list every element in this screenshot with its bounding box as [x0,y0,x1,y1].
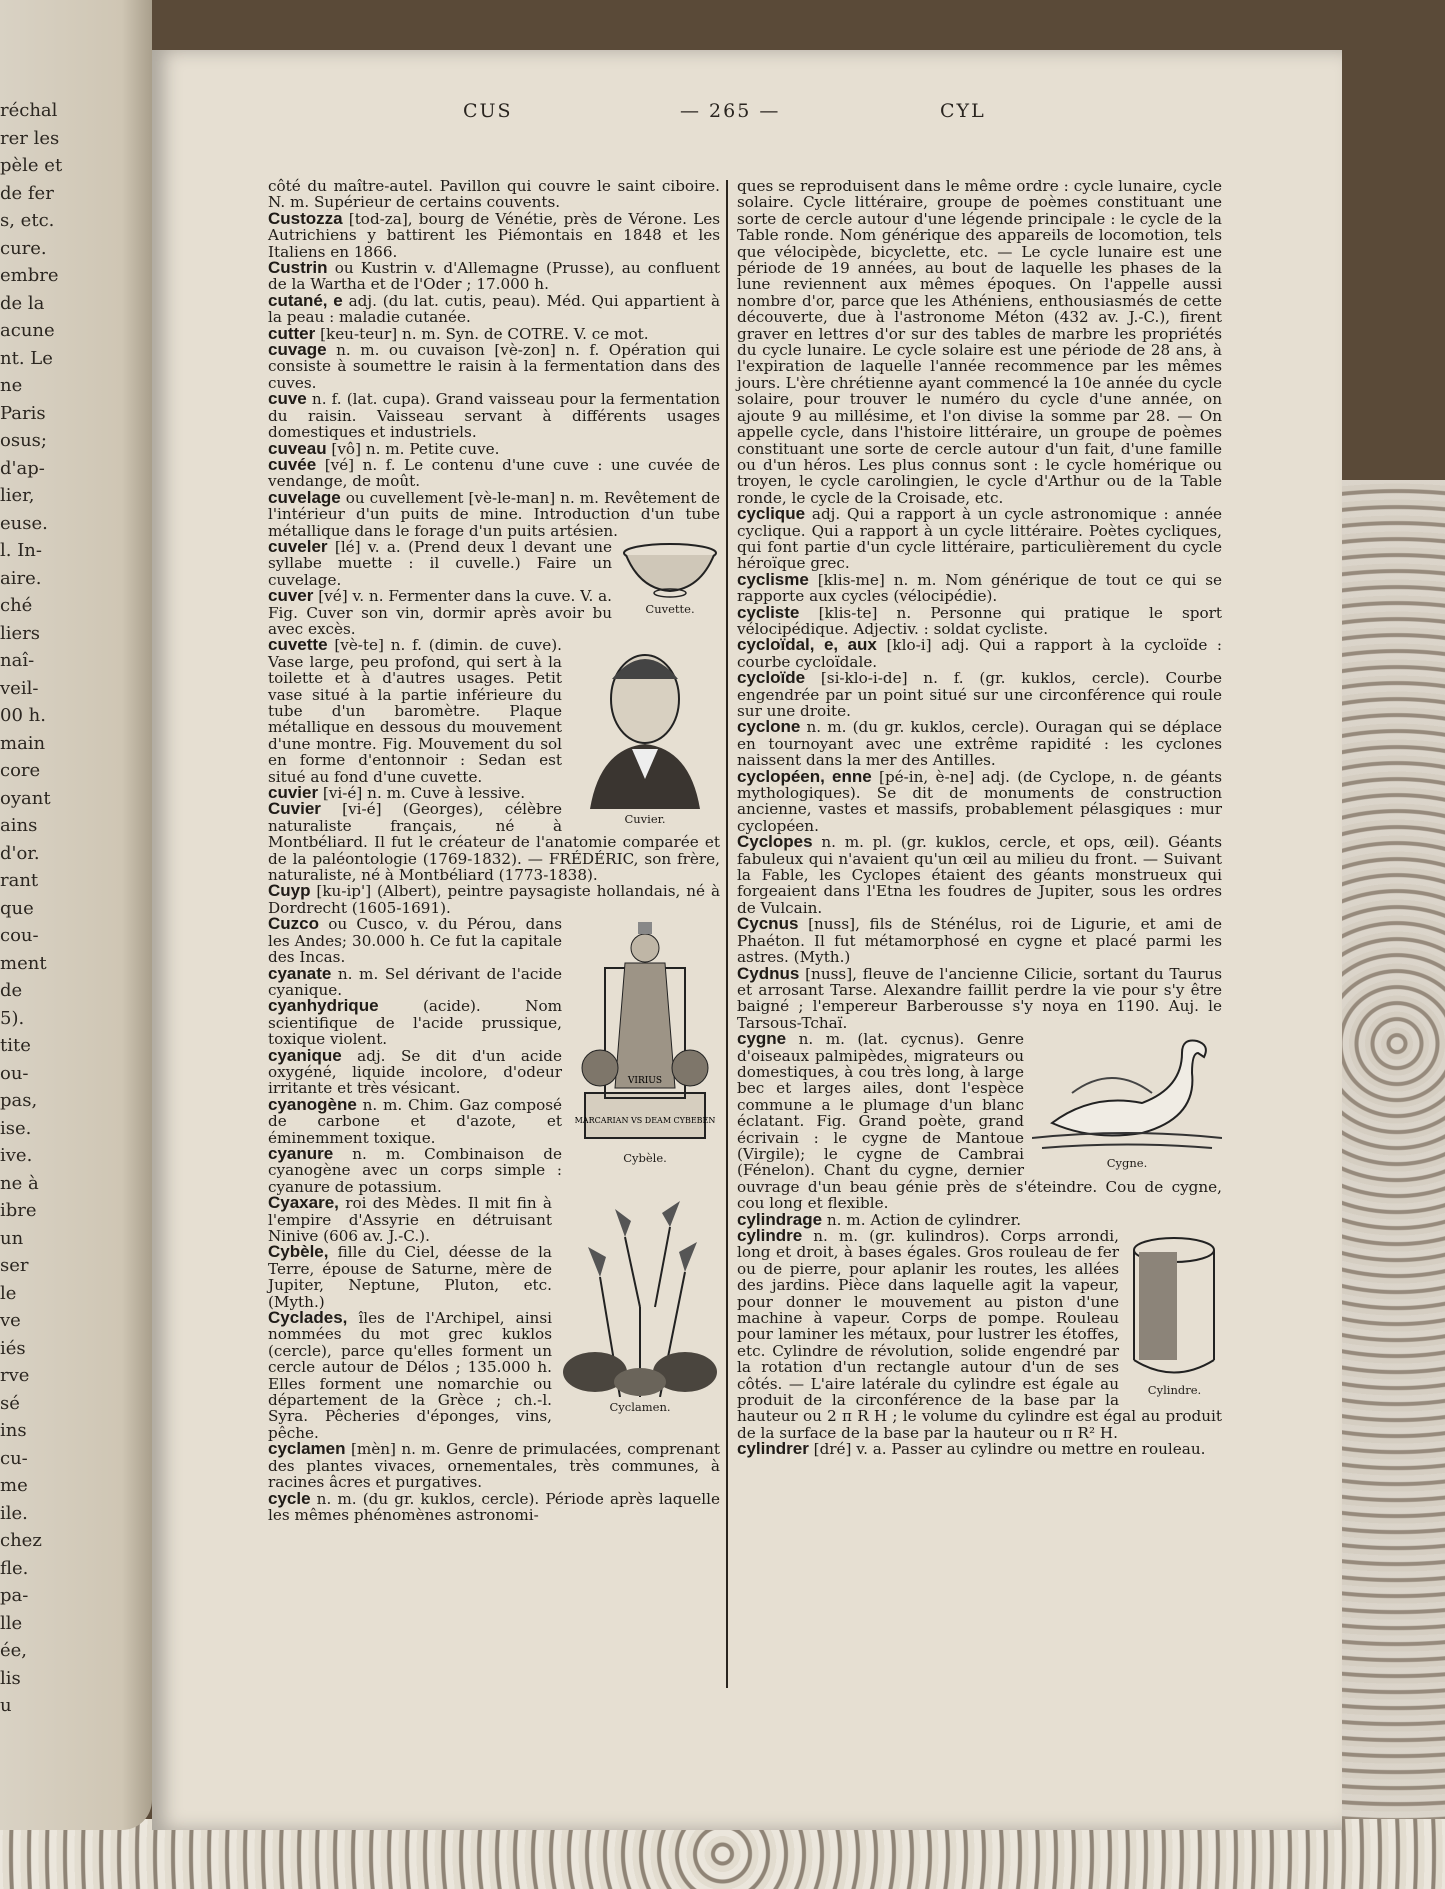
entry-headword: cyclone [737,717,801,737]
entry-headword: Cuvier [268,799,321,819]
dictionary-entry [737,569,1222,606]
left-page-fragment: osus; [0,430,47,451]
entry-definition: n. m. Action de cylindrer. [826,1210,1022,1229]
entry-headword: cutané, e [268,290,343,310]
left-page-fragment: ins [0,1420,27,1441]
left-page-fragment: tite [0,1035,31,1056]
left-page-fragment: me [0,1475,28,1496]
entry-definition: [pé-in, è-ne] adj. (de Cyclope, n. de géants mythologiques). Se dit de monuments de construction ancienne, vastes et massifs, probablement pélasgiques : mur cyclopéen. [737,767,1222,835]
left-page-fragment: cu- [0,1447,28,1469]
header-right-guideword: CYL [940,100,986,122]
entry-definition: n. m. Combinaison de cyanogène avec un corps simple : cyanure de potassium. [268,1144,562,1196]
entry-definition: [vé] n. f. Le contenu d'une cuve : une cuvée de vendange, de moût. [268,455,721,491]
left-page-fragment: sé [0,1392,20,1414]
entry-headword: Cyaxare, [268,1193,339,1213]
left-page-fragment: de la [0,292,45,314]
entry-headword: cyclamen [268,1439,346,1459]
left-page-fragment: ment [0,952,47,974]
left-page-fragment: d'ap- [0,457,45,479]
left-page-fragment: aire. [0,567,42,589]
left-page-fragment: le [0,1282,17,1304]
dictionary-entry [268,342,720,391]
left-page-fragment: 00 h. [0,705,46,726]
left-page-fragment: ché [0,595,33,616]
entry-definition: ou Kustrin v. d'Allemagne (Prusse), au confluent de la Wartha et de l'Oder ; 17.000 h. [268,259,720,294]
dictionary-entry [268,208,720,261]
entry-definition: n. m. pl. (gr. kuklos, cercle, et ops, œil). Géants fabuleux qui n'avaient qu'un œil au milieu du front. — Suivant la Fable, les Cyclopes étaient des géants monstrueux qui forgeaient dans l'Etna les foudres de Jupiter, sous les ordres de Vulcain. [737,833,1223,917]
lace-doily-right [1325,480,1445,1889]
figure-caption: Cuvier. [624,812,666,827]
dictionary-entry [268,1441,720,1490]
figure-cuvette [620,541,720,617]
figure-cuvier [570,639,720,827]
page-number: — 265 — [680,100,781,122]
dictionary-entry [268,290,720,327]
left-page-fragment: fle. [0,1557,29,1579]
dictionary-entry [737,637,1222,670]
entry-definition: n. m. Sel dérivant de l'acide cyanique. [268,964,562,999]
cylindre-illustration [1127,1230,1222,1380]
entry-definition: ou Cusco, v. du Pérou, dans les Andes; 30.000 h. Ce fut la capitale des Incas. [268,915,562,967]
entry-definition: [dré] v. a. Passer au cylindre ou mettre en rouleau. [813,1440,1206,1459]
dictionary-entry [737,1441,1222,1457]
figure-inscription: MARCARIAN VS DEAM CYBEBEN [574,1116,716,1126]
left-page-fragment: ou- [0,1062,29,1084]
entry-definition: [lé] v. a. (Prend deux l devant une syllabe muette : il cuvelle.) Faire un cuvelage. [268,537,612,589]
figure-cygne [1032,1033,1222,1171]
left-page-fragment: acune [0,320,55,341]
left-page-fragment: u [0,1695,12,1716]
entry-definition: [tod-za], bourg de Vénétie, près de Vérone. Les Autrichiens y battirent les Piémontais en 1848 et les Italiens en 1866. [268,209,720,261]
figure-inscription: VIRIUS [627,1076,663,1087]
entry-definition: adj. Se dit d'un acide oxygéné, liquide incolore, d'odeur irritante et très vésicant. [268,1046,562,1098]
left-page-fragment: nt. Le [0,347,53,369]
left-page-fragment: cou- [0,925,39,946]
entry-headword: Cyclades, [268,1308,348,1328]
entry-definition: [vé] v. n. Fermenter dans la cuve. V. a. Fig. Cuver son vin, dormir après avoir bu avec excès. [268,587,612,638]
header-left-guideword: CUS [463,100,513,122]
entry-definition: adj. (du lat. cutis, peau). Méd. Qui appartient à la peau : maladie cutanée. [268,291,720,327]
entry-headword: cuvette [268,635,328,655]
right-column [737,178,1222,1458]
entry-headword: cuveler [268,536,328,556]
entry-headword: cuvelage [268,487,341,507]
entry-definition: ou cuvellement [vè-le-man] n. m. Revêtement de l'intérieur d'un puits de mine. Introduction d'un tube métallique dans le forage d'un puits artésien. [268,488,720,540]
entry-headword: Custozza [268,208,343,228]
entry-definition: [klis-me] n. m. Nom générique de tout ce qui se rapporte aux cycles (vélocipédie). [737,570,1222,606]
figure-caption: Cygne. [1106,1156,1148,1171]
figure-caption: Cylindre. [1147,1383,1202,1397]
left-page-fragment: Paris [0,402,46,424]
dictionary-entry [737,506,1222,572]
left-page-fragment: rant [0,870,39,891]
entry-definition: côté du maître-autel. Pavillon qui couvre le saint ciboire. N. m. Supérieur de certains couvents. [268,177,720,212]
entry-definition: [vô] n. m. Petite cuve. [331,439,500,458]
dictionary-entry [737,719,1222,768]
left-page-fragment: que [0,897,34,919]
left-page-fragment: pas, [0,1090,38,1111]
entry-headword: cuvée [268,454,317,474]
entry-headword: cutter [268,323,316,343]
dictionary-entry [737,963,1223,1032]
entry-definition: n. m. Chim. Gaz composé de carbone et d'azote, et éminemment toxique. [268,1095,562,1147]
entry-headword: Cycnus [737,914,799,934]
entry-headword: Cydnus [737,963,800,983]
entry-headword: cuve [268,389,307,409]
entry-definition: [nuss], fleuve de l'ancienne Cilicie, sortant du Taurus et arrosant Tarse. Alexandre faillit perdre la vie pour s'y être baigné ; l'empereur Barberousse s'y noya en 1190. Auj. le Tarsous-Tchaï. [737,964,1223,1032]
left-page-fragment: un [0,1227,24,1249]
entry-definition: n. f. (lat. cupa). Grand vaisseau pour la fermentation du raisin. Vaisseau servant à différents usages domestiques et industriels. [268,390,720,442]
cuvier-illustration [570,639,720,809]
dictionary-entry [737,834,1222,916]
left-page-fragment: pèle et [0,155,63,176]
left-page-fragment: iés [0,1337,26,1359]
figure-cybele [570,918,720,1166]
dictionary-entry [268,1488,720,1524]
left-page-fragment: ne [0,375,23,396]
entry-headword: cuver [268,586,314,606]
left-page-fragment: s, etc. [0,210,55,231]
left-page-fragment: pa- [0,1585,29,1606]
entry-definition: n. m. (du gr. kuklos, cercle). Ouragan qui se déplace en tournoyant avec une extrême rapidité : les cyclones naissent dans la mer des Antilles. [737,718,1222,770]
left-page-fragment: ile. [0,1502,28,1524]
left-page-fragment: embre [0,265,59,286]
dictionary-entry [268,454,721,491]
entry-headword: Cuzco [268,914,319,934]
cuvette-illustration [620,541,720,599]
cybele-illustration [570,918,720,1148]
dictionary-entry [268,323,720,343]
entry-definition: [klo-i] adj. Qui a rapport à la cycloïde : courbe cycloïdale. [737,636,1222,671]
entry-definition: [klis-te] n. Personne qui pratique le sport vélocipédique. Adjectiv. : soldat cycliste. [737,603,1223,638]
entry-headword: cuvage [268,340,327,360]
dictionary-entry [737,916,1222,965]
dictionary-entry [737,766,1222,835]
left-page-fragment: ive. [0,1145,33,1166]
left-page-fragment: de [0,980,23,1001]
entry-definition: n. m. (lat. cycnus). Genre d'oiseaux palmipèdes, migrateurs ou domestiques, à cou très long, à large bec et larges ailes, dont l'espèce commune a le plumage d'un blanc éclatant. Fig. Grand poète, grand écrivain : le cygne de Mantoue (Virgile); le cygne de Cambrai (Fénelon). Chant du cygne, dernier ouvrage d'un beau génie près de s'éteindre. Cou de cygne, cou long et flexible. [737,1030,1222,1213]
entry-headword: cycloïde [737,668,806,688]
left-page-fragment: ve [0,1310,21,1331]
entry-headword: cycle [268,1488,311,1508]
left-page-fragment: core [0,760,41,781]
figure-caption: Cuvette. [645,601,695,616]
entry-definition: (acide). Nom scientifique de l'acide prussique, toxique violent. [268,997,562,1049]
entry-headword: cuvier [268,783,319,803]
entry-headword: cyanogène [268,1094,357,1114]
entry-definition: roi des Mèdes. Il mit fin à l'empire d'Assyrie en détruisant Ninive (606 av. J.-C.). [268,1194,552,1245]
left-page-fragment: l. In- [0,540,42,561]
entry-definition: [keu-teur] n. m. Syn. de COTRE. V. ce mot. [320,324,649,343]
left-page-fragment: 5). [0,1007,25,1029]
column-divider [726,180,728,1688]
left-page-fragment: naî- [0,650,35,671]
figure-cylindre [1127,1230,1222,1398]
cyclamen-illustration [560,1197,720,1397]
left-page-fragment: rer les [0,127,60,149]
entry-headword: Cybèle, [268,1242,329,1262]
left-page-fragment: ée, [0,1640,28,1661]
left-page-fragment: main [0,732,46,754]
entry-definition: [nuss], fils de Sténélus, roi de Ligurie, et ami de Phaéton. Il fut métamorphosé en cygne et placé parmi les astres. (Myth.) [737,915,1223,967]
entry-headword: cyanhydrique [268,996,379,1016]
left-page-fragment: ne à [0,1172,39,1194]
figure-caption: Cyclamen. [609,1400,671,1415]
dictionary-entry [268,487,720,540]
entry-headword: cylindrage [737,1209,823,1229]
entry-headword: cyclisme [737,569,809,589]
left-page-fragment: rve [0,1365,30,1386]
entry-definition: n. m. ou cuvaison [vè-zon] n. f. Opération qui consiste à soumettre le raisin à la fermentation dans des cuves. [268,341,720,392]
left-page-fragment: de fer [0,182,54,204]
left-page-fragment: ser [0,1255,29,1276]
entry-headword: cylindrer [737,1439,809,1459]
entry-headword: cylindre [737,1226,803,1245]
entry-headword: cuveau [268,438,327,458]
dictionary-entry [737,670,1222,719]
dictionary-entry [268,883,720,916]
entry-headword: cyclique [737,504,806,524]
left-page-fragment: oyant [0,787,51,809]
left-page-fragment: lle [0,1612,23,1634]
dictionary-entry [737,602,1223,638]
entry-headword: cyclopéen, enne [737,766,872,786]
left-column [268,178,720,1523]
entry-definition: [vi-é] n. m. Cuve à lessive. [322,784,526,803]
left-page-fragment: cure. [0,237,47,259]
entry-definition: n. m. (gr. kulindros). Corps arrondi, long et droit, à bases égales. Gros rouleau de fer ou de pierre, pour aplanir les routes, les allées des jardins. Pièce dans laquelle agit la vapeur, pour donner le mouvement au piston d'une machine à vapeur. Corps de pompe. Rouleau pour laminer les métaux, pour lustrer les étoffes, etc. Cylindre de révolution, solide engendré par la rotation d'un rectangle autour d'un de ses côtés. — L'aire latérale du cylindre est égale au produit de la circonférence de la base par la hauteur ou 2 π R H ; le volume du cylindre est égal au produit de la surface de la base par la hauteur ou π R² H. [737,1227,1222,1442]
entry-headword: cycloïdal, e, aux [737,635,877,655]
left-page-fragment: ise. [0,1117,32,1139]
entry-definition: îles de l'Archipel, ainsi nommées du mot grec kuklos (cercle), parce qu'elles forment un cercle autour de Délos ; 135.000 h. Elles forment une nomarchie ou département de la Grèce ; ch.-l. Syra. Pêcheries d'éponges, vins, pêche. [268,1309,552,1442]
dictionary-entry [268,391,720,440]
entry-definition: adj. Qui a rapport à un cycle astronomique : année cyclique. Qui a rapport à un cycle littéraire. Poètes cycliques, qui font partie d'un cycle littéraire, particulièrement du cycle héroïque grec. [737,505,1222,573]
entry-definition: [ku-ip'] (Albert), peintre paysagiste hollandais, né à Dordrecht (1605-1691). [268,882,720,917]
entry-definition: [si-klo-i-de] n. f. (gr. kuklos, cercle). Courbe engendrée par un point situé sur une circonférence qui roule sur une droite. [737,669,1223,720]
left-page-fragment: veil- [0,677,39,699]
left-page-fragment: d'or. [0,842,40,864]
left-page-fragment: ains [0,815,38,836]
left-page-fragment: chez [0,1530,42,1551]
entry-definition: fille du Ciel, déesse de la Terre, épouse de Saturne, mère de Jupiter, Neptune, Pluton, etc. (Myth.) [268,1243,552,1311]
entry-definition: ques se reproduisent dans le même ordre : cycle lunaire, cycle solaire. Cycle littéraire, groupe de poèmes constituant une sorte de cercle autour d'une légende principale : le cycle de la Table ronde. Nom générique des appareils de locomotion, tels que vélocipède, bicyclette, etc. — Le cycle lunaire est une période de 19 années, au bout de laquelle les phases de la lune reviennent aux mêmes époques. On l'appelle aussi nombre d'or, parce que les Athéniens, enthousiasmés de cette découverte, due à l'astronome Méton (432 av. J.-C.), firent graver en lettres d'or sur des tables de marbre les propriétés du cycle lunaire. Le cycle solaire est une période de 28 ans, à l'expiration de laquelle l'année recommence par les mêmes jours. L'ère chrétienne ayant commencé la 10e année du cycle solaire, pour trouver le numéro du cycle d'une année, on ajoute 9 au millésime, et l'on divise la somme par 28. — On appelle cycle, dans l'histoire littéraire, un groupe de poèmes constituant une sorte de cercle autour d'un fait, d'une famille ou d'un héros. Les plus connus sont : le cycle homérique ou troyen, le cycle carolingien, le cycle d'Arthur ou de la Table ronde, le cycle de la Croisade, etc. [737,177,1222,507]
left-page-fragment: lier, [0,485,35,506]
dictionary-entry [268,438,720,458]
entry-definition: [vi-é] (Georges), célèbre naturaliste français, né à Montbéliard. Il fut le créateur de l'anatomie comparée et de la paléontologie (1769-1832). — FRÉDÉRIC, son frère, naturaliste, né à Montbéliard (1773-1838). [268,800,720,885]
dictionary-entry [737,1209,1222,1229]
dictionary-entry [737,178,1222,506]
entry-headword: cyanure [268,1143,334,1163]
figure-cyclamen [560,1197,720,1415]
entry-definition: [mèn] n. m. Genre de primulacées, comprenant des plantes vivaces, ornementales, très communes, à racines âcres et purgatives. [268,1440,721,1492]
entry-definition: [vè-te] n. f. (dimin. de cuve). Vase large, peu profond, qui sert à la toilette et à d'autres usages. Petit vase situé à la partie inférieure du tube d'un baromètre. Plaque métallique en dessous du mouvement d'une montre. Fig. Mouvement du sol en forme d'entonnoir : Sedan est situé au fond d'une cuvette. [268,636,562,786]
entry-headword: Cyclopes [737,832,813,852]
entry-headword: Cuyp [268,881,311,901]
entry-headword: Custrin [268,258,328,278]
left-page-fragment: liers [0,622,41,644]
entry-headword: cyanate [268,963,332,983]
left-page-fragment: réchal [0,100,58,121]
figure-caption: Cybèle. [623,1151,667,1166]
entry-headword: cycliste [737,602,800,622]
left-page-edge [0,0,152,1830]
entry-headword: cyanique [268,1045,342,1065]
left-page-fragment: ibre [0,1200,37,1221]
entry-headword: cygne [737,1029,787,1049]
left-page-fragment: lis [0,1667,21,1689]
entry-definition: n. m. (du gr. kuklos, cercle). Période après laquelle les mêmes phénomènes astronomi- [268,1489,720,1524]
dictionary-entry [268,178,720,211]
cygne-illustration [1032,1033,1222,1153]
left-page-fragment: euse. [0,512,48,534]
dictionary-entry [268,260,720,293]
